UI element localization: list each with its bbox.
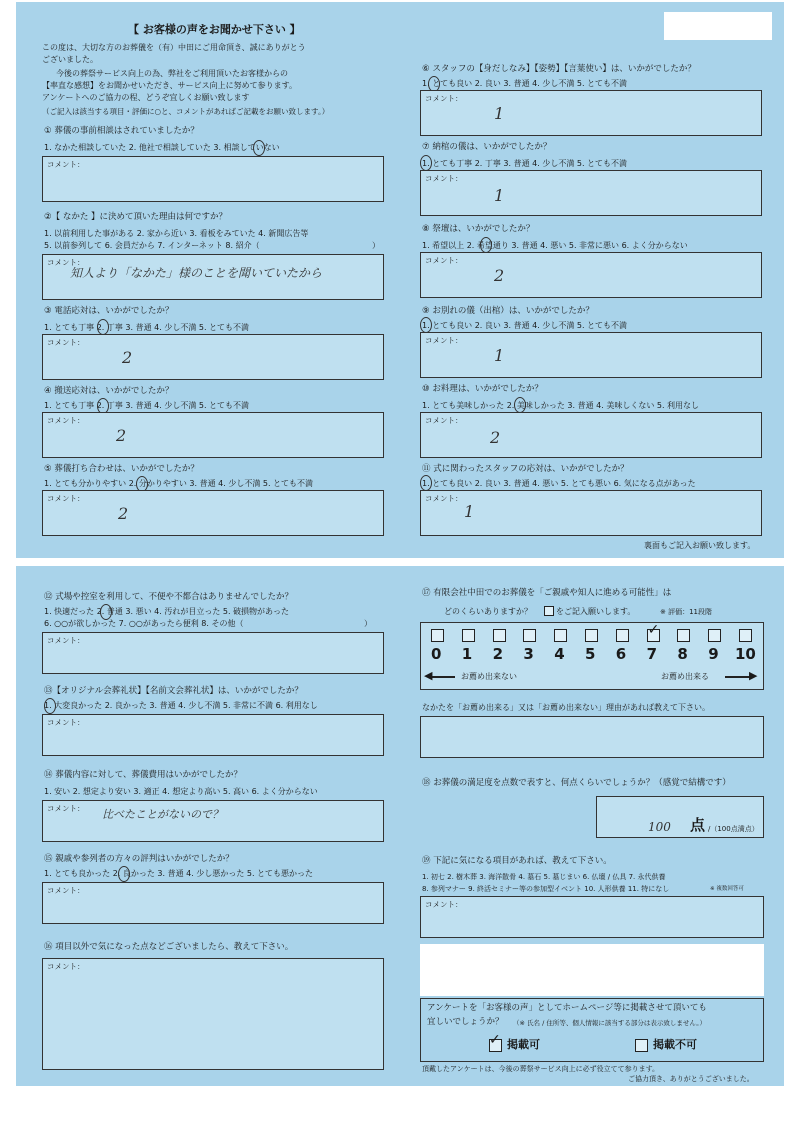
publish-ng-checkbox[interactable] — [635, 1039, 648, 1052]
q3-options: 1. とても丁寧 2. 丁寧 3. 普通 4. 少し不満 5. とても不満 — [44, 323, 250, 332]
q13-answer-circle — [44, 698, 56, 714]
recommendation-scale — [420, 622, 764, 690]
comment-label: コメント： — [47, 338, 85, 347]
scale-number-0: 0 — [431, 645, 442, 663]
q13-question: ⑬【オリジナル会葬礼状】【名前文会葬礼状】は、いかがでしたか？ — [44, 686, 303, 696]
q17-question-line-1: ⑰ 有限会社中田でのお葬儀を「ご親戚や知人に進める可能性」は — [422, 588, 672, 598]
q15-question: ⑮ 親戚や参列者の方々の評判はいかがでしたか？ — [44, 854, 234, 864]
survey-title: 【 お客様の声をお聞かせ下さい 】 — [128, 23, 301, 36]
q11-answer-circle — [420, 475, 432, 491]
q18-question: ⑱ お葬儀の満足度を点数で表すと、何点くらいでしょうか？（感覚で結構です） — [422, 778, 731, 788]
comment-label: コメント： — [47, 494, 85, 503]
q14-question: ⑭ 葬儀内容に対して、葬儀費用はいかがでしたか？ — [44, 770, 243, 780]
q3-question: ③ 電話応対は、いかがでしたか？ — [44, 306, 174, 316]
q7-comment-box[interactable] — [420, 170, 762, 216]
scale-number-6: 6 — [615, 645, 627, 663]
scale-checkbox-4[interactable] — [554, 629, 567, 642]
q18-handwritten-score: 100 — [648, 820, 671, 834]
q2-question: ②【 なかた 】に決めて頂いた理由は何ですか？ — [44, 212, 228, 222]
comment-label: コメント： — [47, 962, 85, 971]
scale-checkbox-0[interactable] — [431, 629, 444, 642]
q9-handwritten-comment: 1 — [494, 346, 505, 365]
comment-label: コメント： — [47, 718, 85, 727]
q5-options: 1. とても分かりやすい 2. 分かりやすい 3. 普通 4. 少し不満 5. とても不満 — [44, 479, 314, 488]
scale-number-7: 7 — [646, 645, 658, 663]
q12-options-1: 1. 快適だった 2. 普通 3. 悪い 4. 汚れが目立った 5. 破損物があった — [44, 607, 289, 616]
scale-number-3: 3 — [523, 645, 534, 663]
back-left-column — [42, 566, 386, 1086]
q10-answer-circle — [514, 397, 526, 413]
q17-question-line-2b: をご記入願いします。 — [556, 607, 636, 616]
q16-question: ⑯ 項目以外で気になった点などございましたら、教えて下さい。 — [44, 942, 294, 952]
q4-options: 1. とても丁寧 2. 丁寧 3. 普通 4. 少し不満 5. とても不満 — [44, 401, 250, 410]
q7-handwritten-comment: 1 — [494, 186, 505, 205]
q12-options-2: 6. ○○が欲しかった 7. ○○があったら便利 8. その他（ — [44, 619, 244, 628]
q10-handwritten-comment: 2 — [490, 428, 501, 447]
front-right-column — [420, 2, 766, 558]
q10-options: 1. とても美味しかった 2. 美味しかった 3. 普通 4. 美味しくない 5. 利用なし — [422, 401, 700, 410]
q1-comment-box[interactable] — [42, 156, 384, 202]
q3-handwritten-comment: 2 — [122, 348, 133, 367]
intro-line-5: アンケートへのご協力の程、どうぞ宜しくお願い致します — [42, 93, 250, 102]
scale-number-4: 4 — [554, 645, 565, 663]
front-left-column — [42, 2, 386, 558]
intro-line-4: 【率直な感想】をお聞かせいただき、サービス向上に努めて参ります。 — [42, 81, 298, 90]
redacted-area — [420, 944, 764, 996]
q2-options-2: 5. 以前参列して 6. 会員だから 7. インターネット 8. 紹介（ — [44, 241, 260, 250]
comment-label: コメント： — [47, 886, 85, 895]
q3-comment-box[interactable] — [42, 334, 384, 380]
q4-question: ④ 搬送応対は、いかがでしたか？ — [44, 386, 174, 396]
q11-options: 1. とても良い 2. 良い 3. 普通 4. 悪い 5. とても悪い 6. 気になる点があった — [422, 479, 696, 488]
q14-options: 1. 安い 2. 想定より安い 3. 適正 4. 想定より高い 5. 高い 6. よく分からない — [44, 787, 318, 796]
q5-handwritten-comment: 2 — [118, 504, 129, 523]
q10-comment-box[interactable] — [420, 412, 762, 458]
q15-options: 1. とても良かった 2. 良かった 3. 普通 4. 少し悪かった 5. とても悪かった — [44, 869, 314, 878]
q13-comment-box[interactable] — [42, 714, 384, 756]
q15-answer-circle — [118, 866, 130, 882]
publish-privacy-note: （※ 氏名 / 住所等、個人情報に該当する部分は表示致しません。） — [513, 1019, 706, 1027]
q19-options-2: 8. 参列マナー 9. 終活セミナー等の参加型イベント 10. 人形供養 11. 特になし — [422, 885, 670, 893]
intro-line-6: （ご記入は該当する項目・評価に○と、コメントがあればご記載をお願い致します。） — [42, 107, 330, 116]
q1-options: 1. なかた相談していた 2. 他社で相談していた 3. 相談していない — [44, 143, 280, 152]
comment-label: コメント： — [47, 258, 85, 267]
scale-selected-check-mark: ✓ — [647, 622, 660, 638]
q5-question: ⑤ 葬儀打ち合わせは、いかがでしたか？ — [44, 464, 199, 474]
q9-answer-circle — [420, 317, 432, 333]
q6-question: ⑥ スタッフの【身だしなみ】【姿勢】【言葉使い】は、いかがでしたか？ — [422, 64, 696, 74]
q19-options-1: 1. 初七 2. 樹木葬 3. 海洋散骨 4. 墓石 5. 墓じまい 6. 仏壇 / 仏具 7. 永代供養 — [422, 873, 666, 881]
q11-handwritten-comment: 1 — [464, 502, 475, 521]
comment-label: コメント： — [47, 160, 85, 169]
q10-question: ⑩ お料理は、いかがでしたか？ — [422, 384, 543, 394]
comment-label: コメント： — [425, 94, 463, 103]
scale-checkbox-5[interactable] — [585, 629, 598, 642]
publish-ok-label: 掲載可 — [507, 1038, 540, 1051]
q12-comment-box[interactable] — [42, 632, 384, 674]
scale-checkbox-1[interactable] — [462, 629, 475, 642]
q1-answer-circle — [253, 140, 265, 156]
q17-question-line-2: どのくらいありますか？ — [444, 607, 532, 616]
q15-comment-box[interactable] — [42, 882, 384, 924]
scale-number-8: 8 — [677, 645, 688, 663]
q17-reason-box[interactable] — [420, 716, 764, 758]
scale-checkbox-8[interactable] — [677, 629, 690, 642]
q19-multiple-note: ※ 複数回答可 — [710, 886, 744, 892]
intro-line-1: この度は、大切な方のお葬儀を（有）中田にご用命頂き、誠にありがとう — [42, 43, 306, 52]
back-footer-line-1: 頂戴したアンケートは、今後の葬祭サービス向上に必ず役立てて参ります。 — [422, 1065, 660, 1073]
q17-scale-note: ※ 評価：11段階 — [660, 608, 712, 616]
scale-number-1: 1 — [461, 645, 473, 663]
scale-checkbox-10[interactable] — [739, 629, 752, 642]
publish-ng-label: 掲載不可 — [653, 1038, 697, 1051]
q18-score-unit: 点 — [690, 816, 706, 834]
intro-line-2: ございました。 — [42, 55, 98, 64]
scale-checkbox-6[interactable] — [616, 629, 629, 642]
scale-checkbox-3[interactable] — [523, 629, 536, 642]
q8-comment-box[interactable] — [420, 252, 762, 298]
q8-handwritten-comment: 2 — [494, 266, 505, 285]
scale-number-2: 2 — [492, 645, 504, 663]
q6-options: 1. とても良い 2. 良い 3. 普通 4. 少し不満 5. とても不満 — [422, 79, 628, 88]
q19-comment-box[interactable] — [420, 896, 764, 938]
comment-label: コメント： — [47, 636, 85, 645]
q9-options: 1. とても良い 2. 良い 3. 普通 4. 少し不満 5. とても不満 — [422, 321, 628, 330]
survey-front-page — [16, 2, 784, 558]
q9-question: ⑨ お別れの儀（出棺）は、いかがでしたか？ — [422, 306, 594, 316]
scale-checkbox-2[interactable] — [493, 629, 506, 642]
q8-options: 1. 希望以上 2. 希望通り 3. 普通 4. 悪い 5. 非常に悪い 6. よく分からない — [422, 241, 688, 250]
publish-ok-check-mark: ✓ — [489, 1032, 501, 1048]
q4-handwritten-comment: 2 — [116, 426, 127, 445]
comment-label: コメント： — [425, 494, 463, 503]
comment-label: コメント： — [47, 804, 85, 813]
back-footer-line-2: ご協力頂き、ありがとうございました。 — [628, 1075, 754, 1083]
publish-consent-box — [420, 998, 764, 1062]
scale-right-label: お薦め出来る — [661, 672, 709, 681]
comment-label: コメント： — [425, 336, 463, 345]
q6-handwritten-comment: 1 — [494, 104, 505, 123]
q7-answer-circle — [420, 155, 432, 171]
publish-question-line-1: アンケートを「お客様の声」としてホームページ等に掲載させて頂いても — [427, 1003, 707, 1013]
q17-reason-prompt: なかたを「お薦め出来る」又は「お薦め出来ない」理由があれば教えて下さい。 — [422, 703, 710, 712]
scale-left-arrow — [429, 676, 455, 678]
q2-options-1: 1. 以前利用した事がある 2. 家から近い 3. 看板をみていた 4. 新聞広告等 — [44, 229, 309, 238]
q11-question: ⑪ 式に関わったスタッフの応対は、いかがでしたか？ — [422, 464, 629, 474]
scale-number-5: 5 — [585, 645, 596, 663]
q3-answer-circle — [97, 319, 109, 335]
q17-inline-checkbox — [544, 606, 554, 616]
comment-label: コメント： — [425, 256, 463, 265]
comment-label: コメント： — [425, 174, 463, 183]
arrow-left-head: ◀ — [424, 669, 433, 682]
front-footer-note: 裏面もご記入お願い致します。 — [644, 541, 756, 550]
q2-options-2-end: ） — [372, 241, 380, 250]
comment-label: コメント： — [425, 416, 463, 425]
q12-question: ⑫ 式場や控室を利用して、不便や不都合はありませんでしたか？ — [44, 592, 294, 602]
scale-right-arrow — [725, 676, 751, 678]
q1-question: ① 葬儀の事前相談はされていましたか？ — [44, 126, 199, 136]
q6-comment-box[interactable] — [420, 90, 762, 136]
q19-question: ⑲ 下記に気になる項目があれば、教えて下さい。 — [422, 856, 612, 866]
comment-label: コメント： — [425, 900, 463, 909]
publish-question-line-2: 宜しいでしょうか？ — [427, 1017, 504, 1027]
q8-question: ⑧ 祭壇は、いかがでしたか？ — [422, 224, 535, 234]
q13-options: 1. 大変良かった 2. 良かった 3. 普通 4. 少し不満 5. 非常に不満 6. 利用なし — [44, 701, 318, 710]
q16-comment-box[interactable] — [42, 958, 384, 1070]
q7-question: ⑦ 納棺の儀は、いかがでしたか？ — [422, 142, 552, 152]
back-right-column — [420, 566, 766, 1086]
scale-checkbox-9[interactable] — [708, 629, 721, 642]
scale-number-9: 9 — [708, 645, 719, 663]
comment-label: コメント： — [47, 416, 85, 425]
scale-left-label: お薦め出来ない — [461, 672, 517, 681]
q12-options-2-end: ） — [364, 619, 372, 628]
scale-number-10: 10 — [735, 645, 756, 663]
survey-back-page — [16, 566, 784, 1086]
q7-options: 1. とても丁寧 2. 丁寧 3. 普通 4. 少し不満 5. とても不満 — [422, 159, 628, 168]
q18-score-max: /（100点満点） — [708, 825, 759, 833]
q9-comment-box[interactable] — [420, 332, 762, 378]
q5-comment-box[interactable] — [42, 490, 384, 536]
arrow-right-head: ▶ — [749, 669, 758, 682]
q8-answer-circle — [480, 237, 492, 253]
q14-handwritten-comment: 比べたことがないので？ — [102, 808, 223, 821]
q2-handwritten-comment: 知人より「なかた」様のことを聞いていたから — [70, 266, 323, 280]
intro-line-3: 今後の葬祭サービス向上の為、弊社をご利用頂いたお客様からの — [56, 69, 288, 78]
q4-comment-box[interactable] — [42, 412, 384, 458]
